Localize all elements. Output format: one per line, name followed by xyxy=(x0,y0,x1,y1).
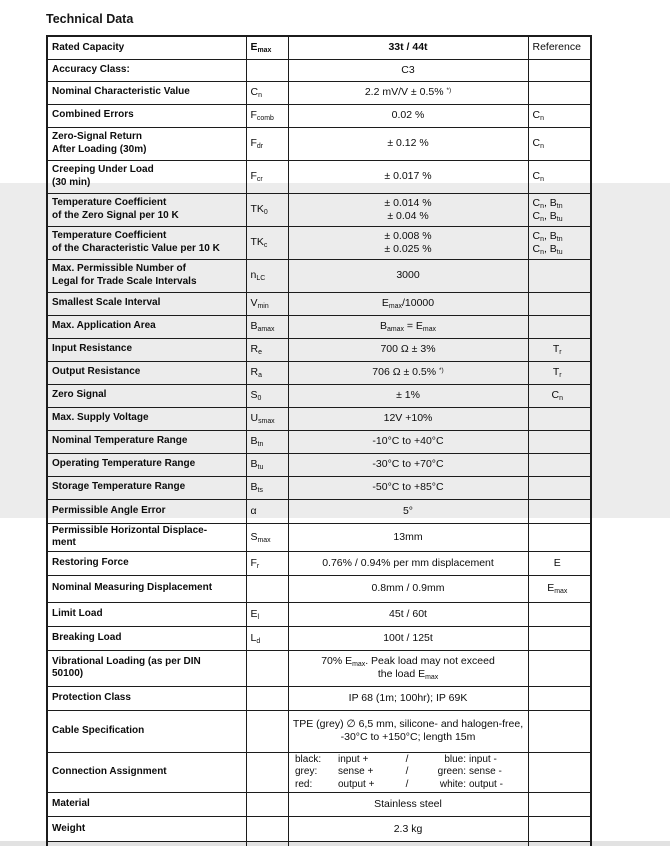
reference-cell: $C_n$ xyxy=(528,160,591,193)
reference-cell xyxy=(528,842,591,846)
symbol-cell xyxy=(246,710,288,752)
parameter-cell: Limit Load xyxy=(47,602,246,626)
table-row xyxy=(47,81,591,104)
reference-cell xyxy=(528,710,591,752)
symbol-cell: $B_{ts}$ xyxy=(246,476,288,499)
reference-cell xyxy=(528,602,591,626)
parameter-cell: Breaking Load xyxy=(47,626,246,650)
symbol-cell: $F_{comb}$ xyxy=(246,104,288,127)
parameter-cell: Vibrational Loading (as per DIN 50100) xyxy=(47,650,246,686)
table-row xyxy=(47,710,591,752)
symbol-cell: $B_{tu}$ xyxy=(246,453,288,476)
table-row xyxy=(47,36,591,59)
value-cell: 45t / 60t xyxy=(288,602,528,626)
table-row xyxy=(47,453,591,476)
table-row-partial xyxy=(47,842,591,846)
parameter-cell: Connection Assignment xyxy=(47,752,246,793)
table-row xyxy=(47,338,591,361)
symbol-cell: $S_0$ xyxy=(246,384,288,407)
reference-cell xyxy=(528,259,591,292)
reference-cell xyxy=(528,499,591,523)
symbol-cell xyxy=(246,686,288,710)
value-cell: Stainless steel xyxy=(288,793,528,817)
parameter-cell: Storage Temperature Range xyxy=(47,476,246,499)
reference-cell xyxy=(528,81,591,104)
value-cell xyxy=(288,752,528,793)
value-cell: 2.2 mV/V ± 0.5% *) xyxy=(288,81,528,104)
parameter-cell: Max. Supply Voltage xyxy=(47,407,246,430)
connection-assignment-grid xyxy=(295,754,521,792)
symbol-cell: $TK_c$ xyxy=(246,226,288,259)
connection-cell: output - xyxy=(469,778,503,790)
table-row xyxy=(47,315,591,338)
parameter-cell: Output Resistance xyxy=(47,361,246,384)
connection-cell: blue: xyxy=(444,753,466,765)
symbol-cell: $E_{max}$ xyxy=(246,36,288,59)
reference-cell xyxy=(528,817,591,842)
value-cell: $E_{max}/10000$ xyxy=(288,292,528,315)
symbol-cell: $C_n$ xyxy=(246,81,288,104)
parameter-cell: Weight xyxy=(47,817,246,842)
table-row xyxy=(47,384,591,407)
value-cell: C3 xyxy=(288,59,528,81)
symbol-cell: $B_{amax}$ xyxy=(246,315,288,338)
parameter-cell: Permissible Angle Error xyxy=(47,499,246,523)
symbol-cell: $R_e$ xyxy=(246,338,288,361)
parameter-cell: Permissible Horizontal Displace- ment xyxy=(47,523,246,551)
parameter-cell: Temperature Coefficient of the Zero Signal per 10 K xyxy=(47,193,246,226)
table-row xyxy=(47,160,591,193)
connection-cell: input + xyxy=(338,753,369,765)
symbol-cell: α xyxy=(246,499,288,523)
symbol-cell: $F_r$ xyxy=(246,551,288,575)
parameter-cell: Nominal Temperature Range xyxy=(47,430,246,453)
reference-cell xyxy=(528,407,591,430)
table-row xyxy=(47,817,591,842)
reference-cell: $T_r$ xyxy=(528,338,591,361)
page-title: Technical Data xyxy=(46,12,134,26)
value-cell: -50°C to +85°C xyxy=(288,476,528,499)
reference-cell xyxy=(528,292,591,315)
connection-cell: / xyxy=(405,766,409,777)
connection-cell: sense - xyxy=(469,766,502,777)
parameter-cell: Zero Signal xyxy=(47,384,246,407)
table-row xyxy=(47,626,591,650)
parameter-cell: Zero-Signal Return After Loading (30m) xyxy=(47,127,246,160)
reference-cell xyxy=(528,315,591,338)
connection-cell: red: xyxy=(295,778,313,790)
value-cell: 70% $E_{max}$. Peak load may not exceed the load $E_{max}$ xyxy=(288,650,528,686)
table-row xyxy=(47,575,591,602)
value-cell xyxy=(288,842,528,846)
symbol-cell: $V_{min}$ xyxy=(246,292,288,315)
reference-cell xyxy=(528,59,591,81)
symbol-cell: $B_{tn}$ xyxy=(246,430,288,453)
value-cell: 0.02 % xyxy=(288,104,528,127)
connection-cell: / xyxy=(405,753,409,765)
parameter-cell: Input Resistance xyxy=(47,338,246,361)
connection-cell: output + xyxy=(338,778,375,790)
symbol-cell: $L_d$ xyxy=(246,626,288,650)
symbol-cell xyxy=(246,650,288,686)
symbol-cell xyxy=(246,817,288,842)
symbol-cell: $TK_0$ xyxy=(246,193,288,226)
symbol-cell: $R_a$ xyxy=(246,361,288,384)
technical-data-table xyxy=(46,35,592,846)
parameter-cell: Combined Errors xyxy=(47,104,246,127)
value-cell: -30°C to +70°C xyxy=(288,453,528,476)
reference-cell xyxy=(528,626,591,650)
value-cell: 0.76% / 0.94% per mm displacement xyxy=(288,551,528,575)
symbol-cell xyxy=(246,575,288,602)
value-cell: 0.8mm / 0.9mm xyxy=(288,575,528,602)
value-cell: 13mm xyxy=(288,523,528,551)
table-row xyxy=(47,602,591,626)
table-row xyxy=(47,793,591,817)
table-row xyxy=(47,551,591,575)
value-cell: IP 68 (1m; 100hr); IP 69K xyxy=(288,686,528,710)
parameter-cell: Material xyxy=(47,793,246,817)
value-cell: -10°C to +40°C xyxy=(288,430,528,453)
symbol-cell xyxy=(246,793,288,817)
value-cell: TPE (grey) ∅ 6,5 mm, silicone- and halogen-free, -30°C to +150°C; length 15m xyxy=(288,710,528,752)
reference-cell xyxy=(528,523,591,551)
table-row xyxy=(47,226,591,259)
value-cell: ± 1% xyxy=(288,384,528,407)
parameter-cell: Protection Class xyxy=(47,686,246,710)
value-cell: 706 Ω ± 0.5% *) xyxy=(288,361,528,384)
reference-cell: $C_n$ xyxy=(528,384,591,407)
connection-cell: sense + xyxy=(338,766,374,777)
parameter-cell: Restoring Force xyxy=(47,551,246,575)
symbol-cell: $n_{LC}$ xyxy=(246,259,288,292)
table-row xyxy=(47,430,591,453)
table-row xyxy=(47,292,591,315)
table-row xyxy=(47,259,591,292)
reference-cell xyxy=(528,686,591,710)
parameter-cell: Nominal Measuring Displacement xyxy=(47,575,246,602)
connection-cell: white: xyxy=(439,778,466,790)
parameter-cell: Creeping Under Load (30 min) xyxy=(47,160,246,193)
parameter-cell: Smallest Scale Interval xyxy=(47,292,246,315)
table-row xyxy=(47,127,591,160)
reference-cell: $C_n$ xyxy=(528,104,591,127)
parameter-cell: Operating Temperature Range xyxy=(47,453,246,476)
table-row xyxy=(47,104,591,127)
value-cell: 33t / 44t xyxy=(288,36,528,59)
table-row xyxy=(47,407,591,430)
parameter-cell: Max. Application Area xyxy=(47,315,246,338)
value-cell: 3000 xyxy=(288,259,528,292)
table-row xyxy=(47,476,591,499)
table-row xyxy=(47,686,591,710)
reference-cell xyxy=(528,793,591,817)
symbol-cell: $U_{smax}$ xyxy=(246,407,288,430)
parameter-cell: Nominal Characteristic Value xyxy=(47,81,246,104)
connection-cell: / xyxy=(405,778,409,790)
parameter-cell xyxy=(47,842,246,846)
parameter-cell: Accuracy Class: xyxy=(47,59,246,81)
symbol-cell: $F_{dr}$ xyxy=(246,127,288,160)
table-row xyxy=(47,59,591,81)
reference-cell: E xyxy=(528,551,591,575)
table-row xyxy=(47,523,591,551)
value-cell: ± 0.12 % xyxy=(288,127,528,160)
table-row xyxy=(47,499,591,523)
reference-cell: $T_r$ xyxy=(528,361,591,384)
value-cell: 2.3 kg xyxy=(288,817,528,842)
reference-cell xyxy=(528,650,591,686)
symbol-cell: $F_{cr}$ xyxy=(246,160,288,193)
parameter-cell: Cable Specification xyxy=(47,710,246,752)
reference-cell xyxy=(528,453,591,476)
value-cell: ± 0.008 % ± 0.025 % xyxy=(288,226,528,259)
value-cell: 12V +10% xyxy=(288,407,528,430)
connection-cell: grey: xyxy=(295,766,318,777)
parameter-cell: Temperature Coefficient of the Characteristic Value per 10 K xyxy=(47,226,246,259)
table-row xyxy=(47,361,591,384)
table-row xyxy=(47,752,591,793)
reference-cell: $C_n$, $B_{tn}$ $C_n$, $B_{tu}$ xyxy=(528,193,591,226)
reference-cell: Reference xyxy=(528,36,591,59)
symbol-cell: $E_l$ xyxy=(246,602,288,626)
reference-cell: $C_n$, $B_{tn}$ $C_n$, $B_{tu}$ xyxy=(528,226,591,259)
parameter-cell: Max. Permissible Number of Legal for Trade Scale Intervals xyxy=(47,259,246,292)
value-cell: 100t / 125t xyxy=(288,626,528,650)
value-cell: 5° xyxy=(288,499,528,523)
value-cell: ± 0.017 % xyxy=(288,160,528,193)
symbol-cell xyxy=(246,842,288,846)
parameter-cell: Rated Capacity xyxy=(47,36,246,59)
reference-cell xyxy=(528,476,591,499)
table-row xyxy=(47,193,591,226)
value-cell: $B_{amax} = E_{max}$ xyxy=(288,315,528,338)
reference-cell xyxy=(528,752,591,793)
reference-cell: $E_{max}$ xyxy=(528,575,591,602)
reference-cell: $C_n$ xyxy=(528,127,591,160)
value-cell: 700 Ω ± 3% xyxy=(288,338,528,361)
connection-cell: green: xyxy=(437,766,466,777)
reference-cell xyxy=(528,430,591,453)
value-cell: ± 0.014 % ± 0.04 % xyxy=(288,193,528,226)
connection-cell: black: xyxy=(295,753,322,765)
connection-cell: input - xyxy=(469,753,497,765)
symbol-cell xyxy=(246,752,288,793)
symbol-cell: $S_{max}$ xyxy=(246,523,288,551)
symbol-cell xyxy=(246,59,288,81)
table-row xyxy=(47,650,591,686)
